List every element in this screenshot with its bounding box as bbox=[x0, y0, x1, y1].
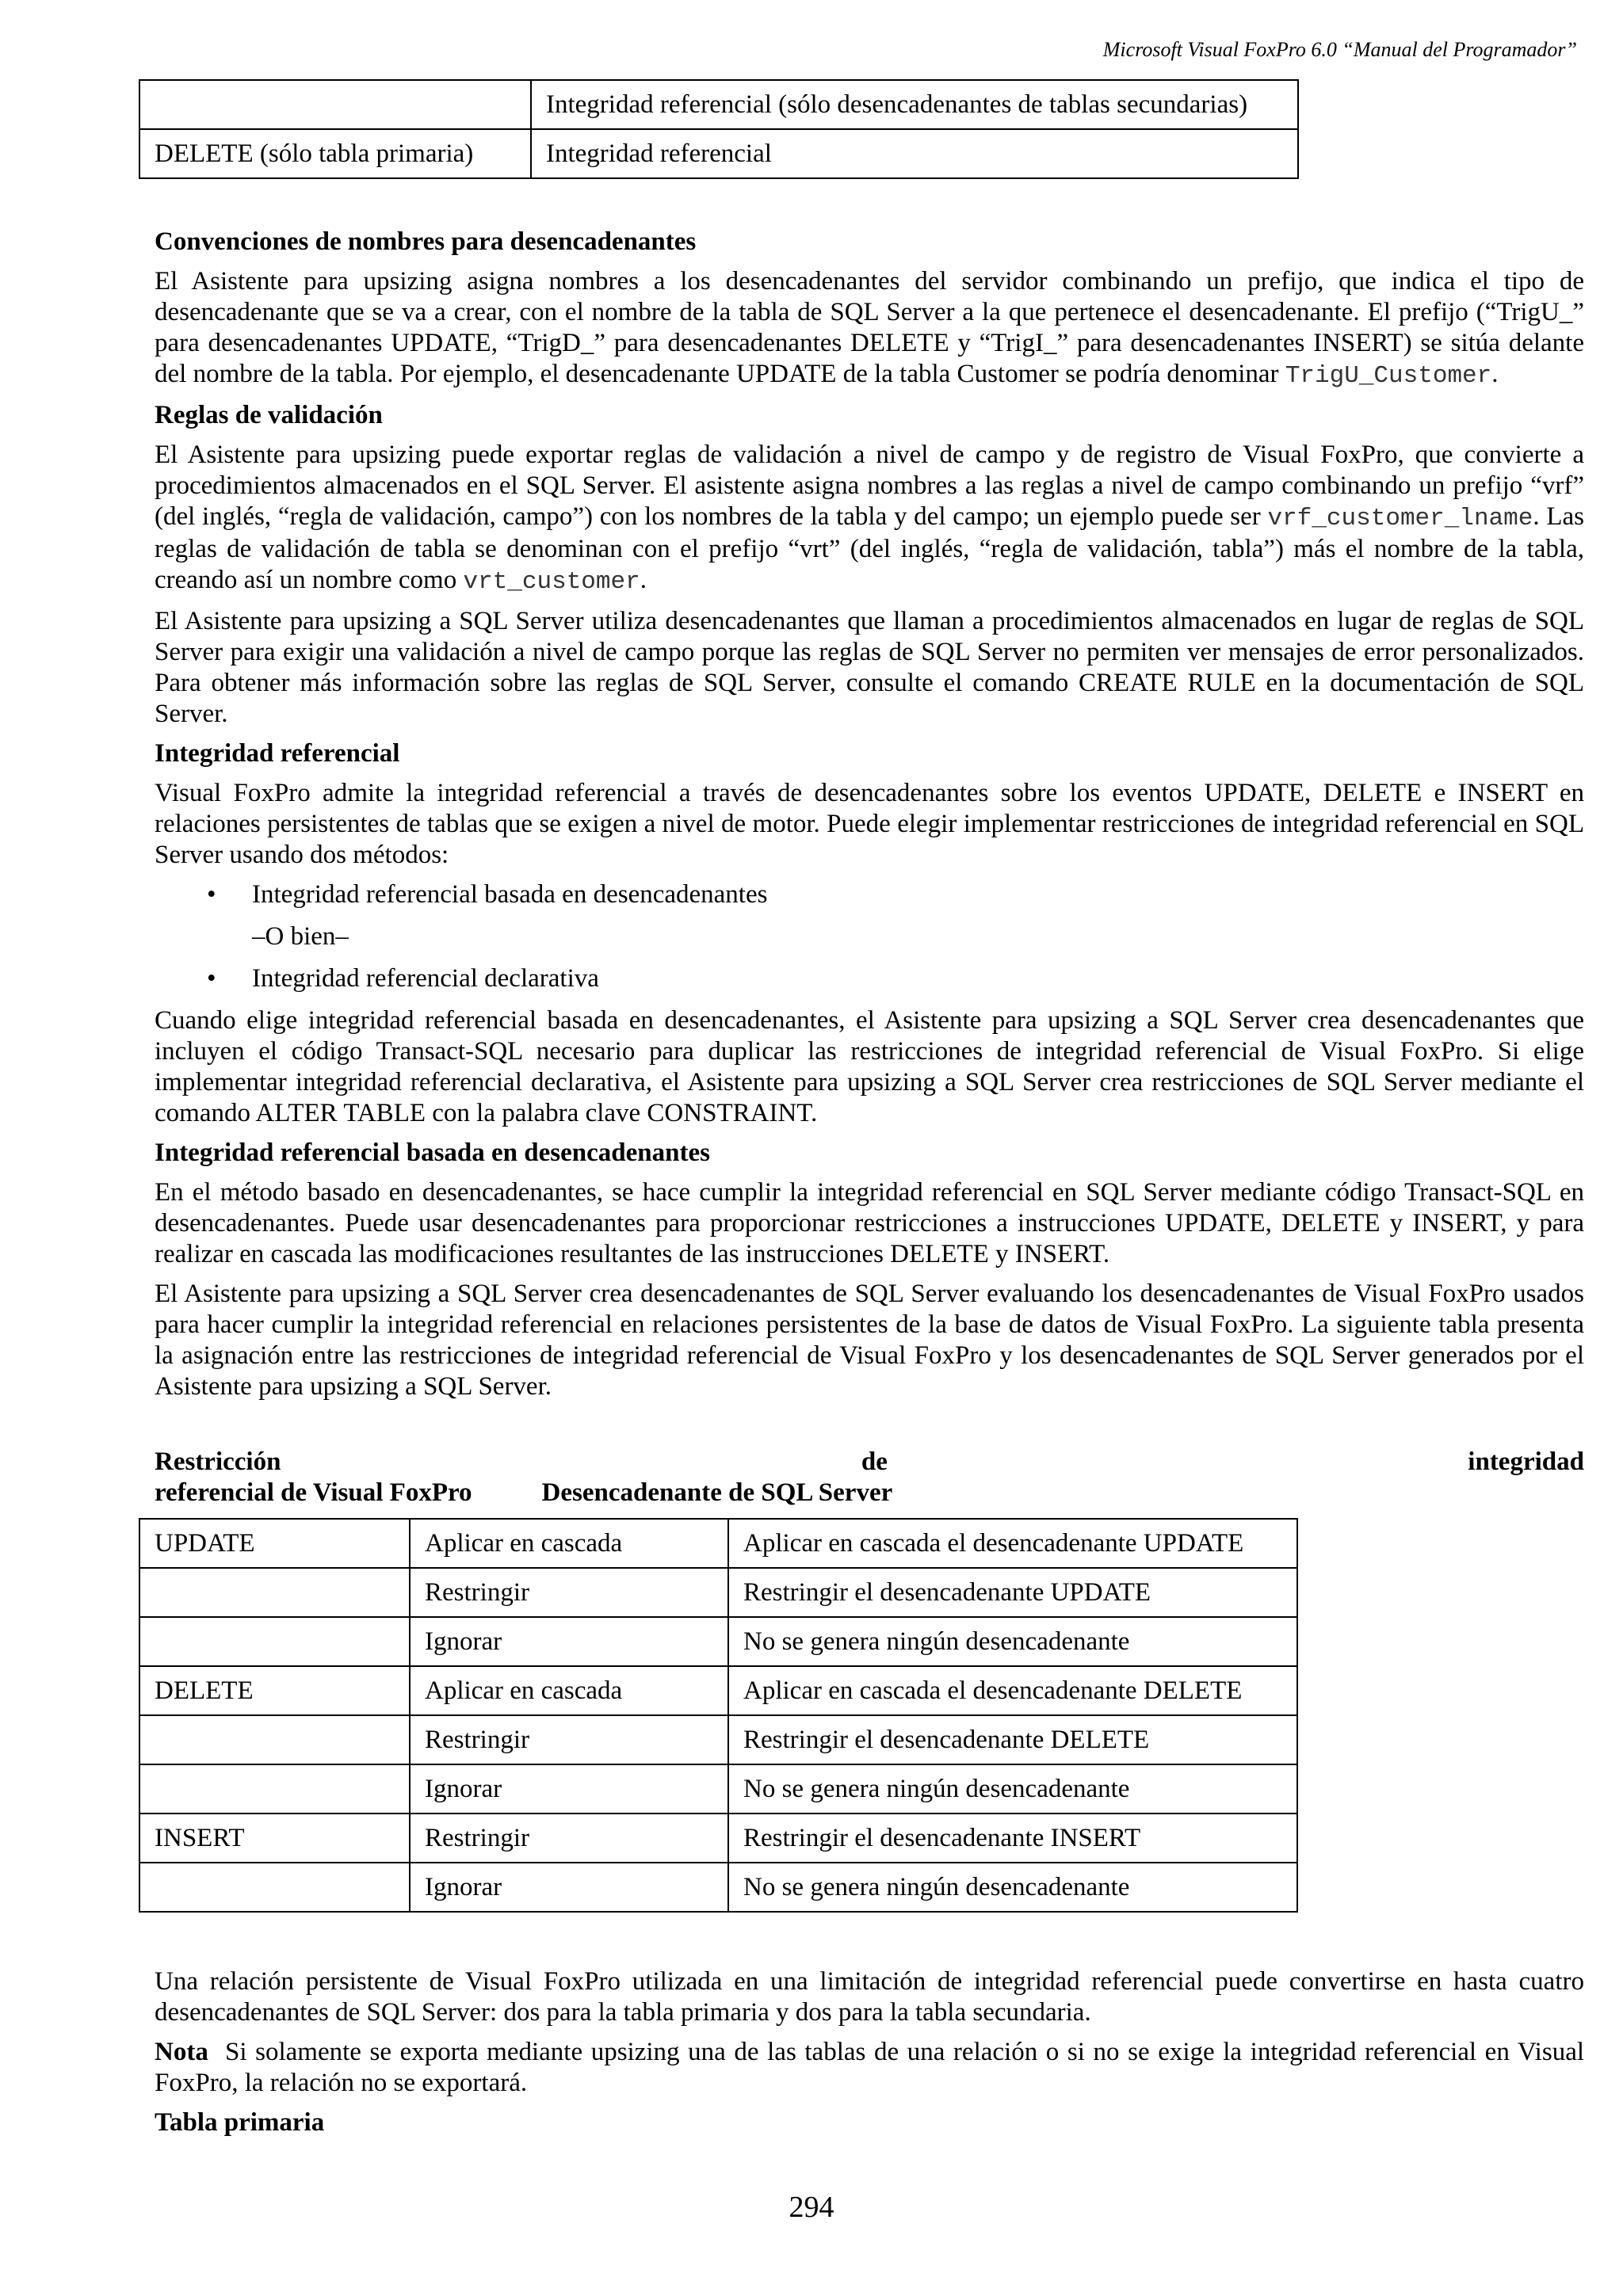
table-cell: DELETE bbox=[139, 1666, 410, 1715]
table-cell: UPDATE bbox=[139, 1519, 410, 1568]
header-word: integridad bbox=[1468, 1447, 1584, 1476]
table-row bbox=[139, 1715, 1297, 1764]
page-header: Microsoft Visual FoxPro 6.0 “Manual del Programador” bbox=[1102, 38, 1577, 61]
section-heading-primary-table: Tabla primaria bbox=[155, 2108, 325, 2137]
table-cell: Aplicar en cascada bbox=[410, 1666, 728, 1715]
table-cell: Aplicar en cascada bbox=[410, 1519, 728, 1568]
table-row bbox=[139, 1568, 1297, 1617]
table-cell bbox=[139, 1715, 410, 1764]
note-label: Nota bbox=[155, 2038, 208, 2066]
paragraph: Cuando elige integridad referencial basada en desencadenantes, el Asistente para upsizing a SQL Server crea desencadenantes que incluyen el código Transact-SQL necesario para duplicar las restricciones de integridad referencial de Visual FoxPro. Si elige implementar integridad referencial declarativa, el Asistente para upsizing a SQL Server crea restricciones de SQL Server mediante el comando ALTER TABLE con la palabra clave CONSTRAINT. bbox=[155, 1006, 1584, 1127]
table-cell bbox=[139, 1617, 410, 1666]
table-row bbox=[139, 1666, 1297, 1715]
table-cell: Restringir el desencadenante UPDATE bbox=[728, 1568, 1297, 1617]
table-cell: No se genera ningún desencadenante bbox=[728, 1863, 1297, 1912]
code-inline: vrt_customer bbox=[463, 568, 640, 596]
mapping-table bbox=[139, 1518, 1298, 1913]
table-row bbox=[139, 80, 1298, 129]
section-heading-validation: Reglas de validación bbox=[155, 401, 383, 429]
table-cell: Ignorar bbox=[410, 1863, 728, 1912]
table-cell: Restringir el desencadenante DELETE bbox=[728, 1715, 1297, 1764]
section-heading-names: Convenciones de nombres para desencadenantes bbox=[155, 227, 697, 256]
table-cell: DELETE (sólo tabla primaria) bbox=[139, 129, 531, 178]
table-row bbox=[139, 1863, 1297, 1912]
section-heading-trigger-ri: Integridad referencial basada en desencadenantes bbox=[155, 1138, 710, 1167]
code-inline: TrigU_Customer bbox=[1285, 362, 1492, 390]
paragraph: El Asistente para upsizing asigna nombres a los desencadenantes del servidor combinando un prefijo, que indica el tipo de desencadenante que se va a crear, con el nombre de la tabla de SQL Server a la que pertenece el desencadenante. El prefijo (“TrigU_” para desencadenantes UPDATE, “TrigD_” para desencadenantes DELETE y “TrigI_” para desencadenantes INSERT) se sitúa delante del nombre de la tabla. Por ejemplo, el desencadenante UPDATE de la tabla Customer se podría denominar TrigU_Customer. bbox=[155, 267, 1584, 390]
continued-table bbox=[139, 79, 1299, 179]
table-cell: Integridad referencial bbox=[531, 129, 1298, 178]
header-word: Restricción bbox=[155, 1447, 281, 1476]
table-cell: Restringir bbox=[410, 1715, 728, 1764]
body-content bbox=[155, 227, 1584, 1411]
paragraph: El Asistente para upsizing a SQL Server crea desencadenantes de SQL Server evaluando los desencadenantes de Visual FoxPro usados para hacer cumplir la integridad referencial en relaciones persistentes de la base de datos de Visual FoxPro. La siguiente tabla presenta la asignación entre las restricciones de integridad referencial de Visual FoxPro y los desencadenantes de SQL Server generados por el Asistente para upsizing a SQL Server. bbox=[155, 1280, 1584, 1401]
table-row bbox=[139, 1519, 1297, 1568]
table-row bbox=[139, 1617, 1297, 1666]
section-heading-integrity: Integridad referencial bbox=[155, 739, 400, 768]
table-cell: Ignorar bbox=[410, 1764, 728, 1814]
paragraph: El Asistente para upsizing a SQL Server utiliza desencadenantes que llaman a procedimientos almacenados en lugar de reglas de SQL Server para exigir una validación a nivel de campo porque las reglas de SQL Server no permiten ver mensajes de error personalizados. Para obtener más información sobre las reglas de SQL Server, consulte el comando CREATE RULE en la documentación de SQL Server. bbox=[155, 607, 1584, 728]
code-inline: vrf_customer_lname bbox=[1267, 505, 1533, 532]
table-row bbox=[139, 1814, 1297, 1863]
table-cell: Integridad referencial (sólo desencadenantes de tablas secundarias) bbox=[531, 80, 1298, 129]
header-col-sql: Desencadenante de SQL Server bbox=[541, 1478, 893, 1507]
table-cell: No se genera ningún desencadenante bbox=[728, 1764, 1297, 1814]
list-item: • Integridad referencial basada en desencadenantes bbox=[207, 880, 768, 909]
bullet-icon: • bbox=[207, 964, 216, 993]
table-cell: Ignorar bbox=[410, 1617, 728, 1666]
table-cell: Restringir bbox=[410, 1568, 728, 1617]
table-cell: INSERT bbox=[139, 1814, 410, 1863]
table-cell bbox=[139, 1863, 410, 1912]
closing-content bbox=[155, 1966, 1584, 2147]
paragraph: El Asistente para upsizing puede exportar reglas de validación a nivel de campo y de registro de Visual FoxPro, que convierte a procedimientos almacenados en el SQL Server. El asistente asigna nombres a las reglas a nivel de campo combinando un prefijo “vrf” (del inglés, “regla de validación, campo”) con los nombres de la tabla y del campo; un ejemplo puede ser vrf_customer_lname. Las reglas de validación de tabla se denominan con el prefijo “vrt” (del inglés, “regla de validación, tabla”) más el nombre de la tabla, creando así un nombre como vrt_customer. bbox=[155, 441, 1584, 596]
bullet-icon: • bbox=[207, 880, 216, 909]
table-row bbox=[139, 129, 1298, 178]
header-word: de bbox=[861, 1447, 888, 1476]
table-row bbox=[139, 1764, 1297, 1814]
mapping-table-header bbox=[155, 1447, 1584, 1508]
note-paragraph: Nota Si solamente se exporta mediante upsizing una de las tablas de una relación o si no se exige la integridad referencial en Visual FoxPro, la relación no se exportará. bbox=[155, 2038, 1585, 2097]
paragraph: Visual FoxPro admite la integridad referencial a través de desencadenantes sobre los eventos UPDATE, DELETE e INSERT en relaciones persistentes de tablas que se exigen a nivel de motor. Puede elegir implementar restricciones de integridad referencial en SQL Server usando dos métodos: bbox=[155, 779, 1584, 869]
table-cell bbox=[139, 80, 531, 129]
list-item: • Integridad referencial declarativa bbox=[207, 964, 599, 993]
table-cell: Restringir bbox=[410, 1814, 728, 1863]
table-cell: Restringir el desencadenante INSERT bbox=[728, 1814, 1297, 1863]
table-cell: Aplicar en cascada el desencadenante DELETE bbox=[728, 1666, 1297, 1715]
table-cell bbox=[139, 1764, 410, 1814]
table-cell: Aplicar en cascada el desencadenante UPDATE bbox=[728, 1519, 1297, 1568]
paragraph: Una relación persistente de Visual FoxPro utilizada en una limitación de integridad referencial puede convertirse en hasta cuatro desencadenantes de SQL Server: dos para la tabla primaria y dos para la tabla secundaria. bbox=[155, 1967, 1584, 2027]
paragraph: En el método basado en desencadenantes, se hace cumplir la integridad referencial en SQL Server mediante código Transact-SQL en desencadenantes. Puede usar desencadenantes para proporcionar restricciones a instrucciones UPDATE, DELETE y INSERT, y para realizar en cascada las modificaciones resultantes de las instrucciones DELETE y INSERT. bbox=[155, 1178, 1584, 1268]
header-col-vfp: referencial de Visual FoxPro bbox=[155, 1478, 472, 1507]
page-number: 294 bbox=[789, 2191, 834, 2224]
method-list bbox=[155, 963, 1584, 994]
method-list bbox=[155, 879, 1584, 910]
table-cell: No se genera ningún desencadenante bbox=[728, 1617, 1297, 1666]
table-cell bbox=[139, 1568, 410, 1617]
or-separator: –O bien– bbox=[252, 922, 349, 951]
